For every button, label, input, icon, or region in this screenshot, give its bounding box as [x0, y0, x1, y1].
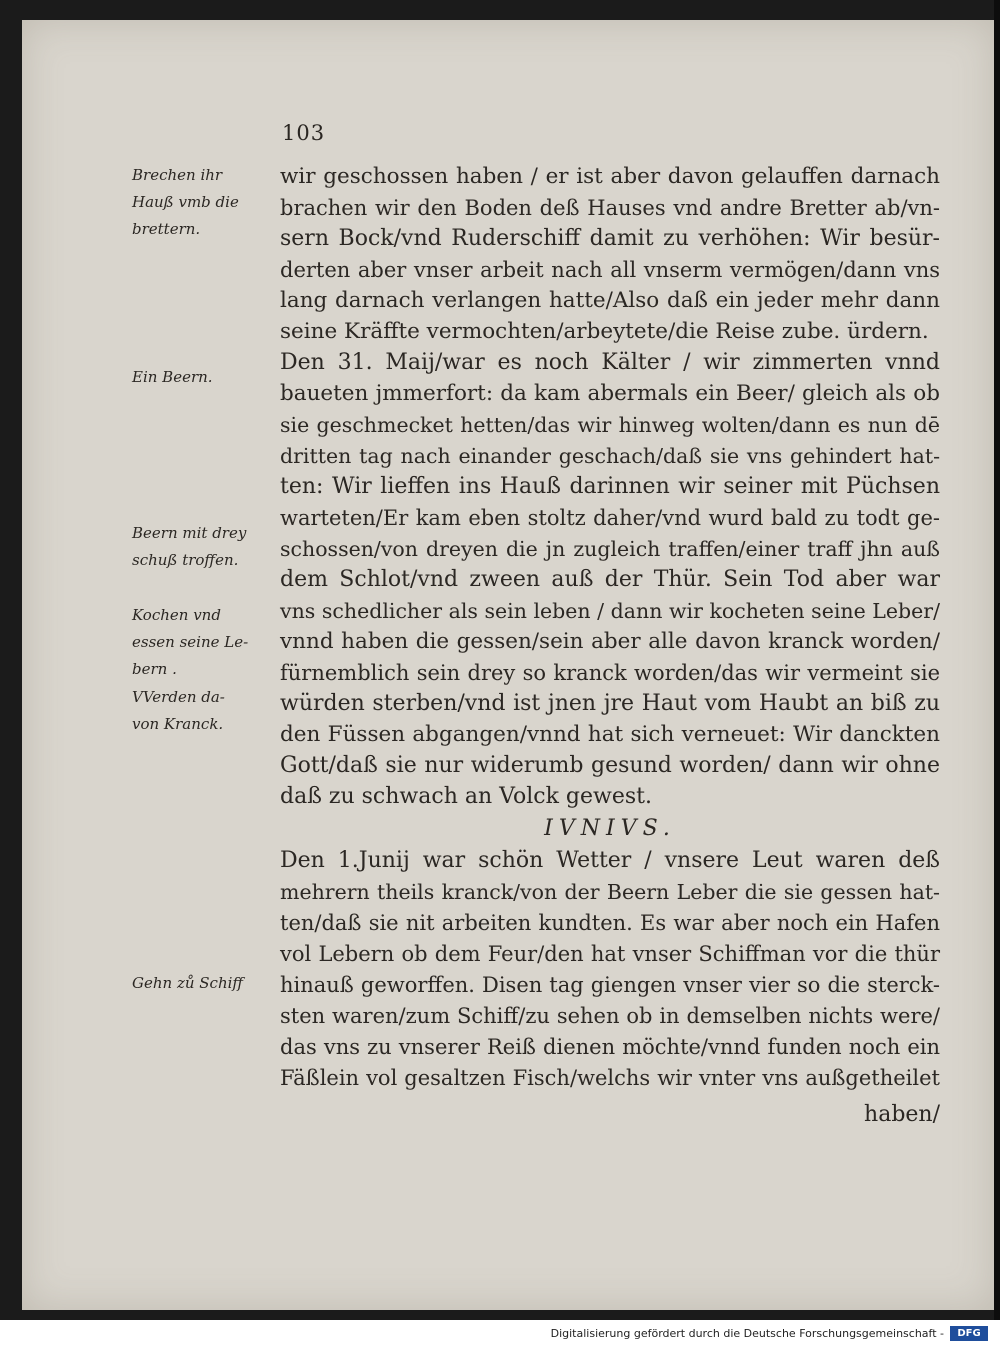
dfg-logo: DFG — [950, 1326, 988, 1341]
margin-note-line: Gehn zů Schiff — [132, 974, 244, 992]
text-line: hinauß geworffen. Disen tag giengen vnser vier so die sterck- — [280, 973, 940, 997]
section-heading: IVNIVS. — [544, 816, 676, 841]
text-line: seine Kräffte vermochten/arbeytete/die Reise zube. ürdern. — [280, 319, 929, 344]
margin-note-line: Hauß vmb die — [132, 193, 239, 211]
text-line: Den 31. Maij/war es noch Kälter / wir zimmerten vnnd — [280, 350, 940, 375]
text-line: wir geschossen haben / er ist aber davon gelauffen darnach — [280, 164, 940, 189]
margin-note-line: Brechen ihr — [132, 166, 223, 184]
text-line: Gott/daß sie nur widerumb gesund worden/ dann wir ohne — [280, 753, 940, 778]
page-number: 103 — [282, 121, 326, 145]
margin-note-line: essen seine Le- — [132, 633, 249, 651]
text-line: dritten tag nach einander geschach/daß sie vns gehindert hat- — [280, 444, 940, 468]
text-line: sie geschmecket hetten/das wir hinweg wolten/dann es nun dē — [280, 413, 940, 437]
margin-note-line: Ein Beern. — [132, 368, 213, 386]
margin-note-line: bern . — [132, 660, 177, 678]
margin-note-cook-liver — [132, 602, 272, 683]
text-line: den Füssen abgangen/vnnd hat sich verneuet: Wir danckten — [280, 722, 940, 747]
text-line: ten/daß sie nit arbeiten kundten. Es war aber noch ein Hafen — [280, 911, 940, 935]
text-line: schossen/von dreyen die jn zugleich traffen/einer traff jhn auß — [280, 537, 940, 561]
margin-note-line: von Kranck. — [132, 715, 224, 733]
text-line: sern Bock/vnd Ruderschiff damit zu verhöhen: Wir besür- — [280, 226, 940, 251]
margin-note-breaking-house — [132, 162, 272, 243]
scan-edge — [994, 0, 1000, 1320]
margin-note-line: schuß troffen. — [132, 551, 239, 569]
text-line: ten: Wir lieffen ins Hauß darinnen wir seiner mit Püchsen — [280, 474, 940, 499]
text-line: warteten/Er kam eben stoltz daher/vnd wurd bald zu todt ge- — [280, 506, 940, 530]
margin-note-line: Kochen vnd — [132, 606, 221, 624]
text-line: vol Lebern ob dem Feur/den hat vnser Schiffman vor die thür — [280, 942, 940, 966]
text-line: lang darnach verlangen hatte/Also daß ein jeder mehr dann — [280, 288, 940, 313]
text-line: das vns zu vnserer Reiß dienen möchte/vnnd funden noch ein — [280, 1035, 940, 1059]
footer-bar — [0, 1320, 1000, 1348]
margin-note-line: brettern. — [132, 220, 201, 238]
text-line: Den 1.Junij war schön Wetter / vnsere Leut waren deß — [280, 848, 940, 873]
margin-note-go-to-ship — [132, 970, 272, 997]
text-line: vnnd haben die gessen/sein aber alle davon kranck worden/ — [280, 629, 940, 654]
margin-note-line: VVerden da- — [132, 688, 225, 706]
text-line: dem Schlot/vnd zween auß der Thür. Sein Tod aber war — [280, 567, 940, 592]
margin-note-become-sick — [132, 684, 272, 738]
text-line: brachen wir den Boden deß Hauses vnd andre Bretter ab/vn- — [280, 196, 940, 220]
text-line: mehrern theils kranck/von der Beern Leber die sie gessen hat- — [280, 880, 940, 904]
text-line: würden sterben/vnd ist jnen jre Haut vom Haubt an biß zu — [280, 691, 940, 716]
funding-notice: Digitalisierung gefördert durch die Deutsche Forschungsgemeinschaft - — [550, 1327, 944, 1340]
margin-note-line: Beern mit drey — [132, 524, 247, 542]
margin-note-bear — [132, 364, 272, 391]
text-line: derten aber vnser arbeit nach all vnserm vermögen/dann vns — [280, 258, 940, 282]
catchword: haben/ — [864, 1102, 940, 1127]
text-line: vns schedlicher als sein leben / dann wir kocheten seine Leber/ — [280, 599, 940, 623]
text-line: Fäßlein vol gesaltzen Fisch/welchs wir vnter vns außgetheilet — [280, 1066, 940, 1090]
text-line: baueten jmmerfort: da kam abermals ein Beer/ gleich als ob — [280, 381, 940, 406]
text-line: sten waren/zum Schiff/zu sehen ob in demselben nichts were/ — [280, 1004, 940, 1028]
margin-note-bear-shot — [132, 520, 272, 574]
text-line: daß zu schwach an Volck gewest. — [280, 784, 653, 809]
text-line: fürnemblich sein drey so kranck worden/das wir vermeint sie — [280, 661, 940, 685]
